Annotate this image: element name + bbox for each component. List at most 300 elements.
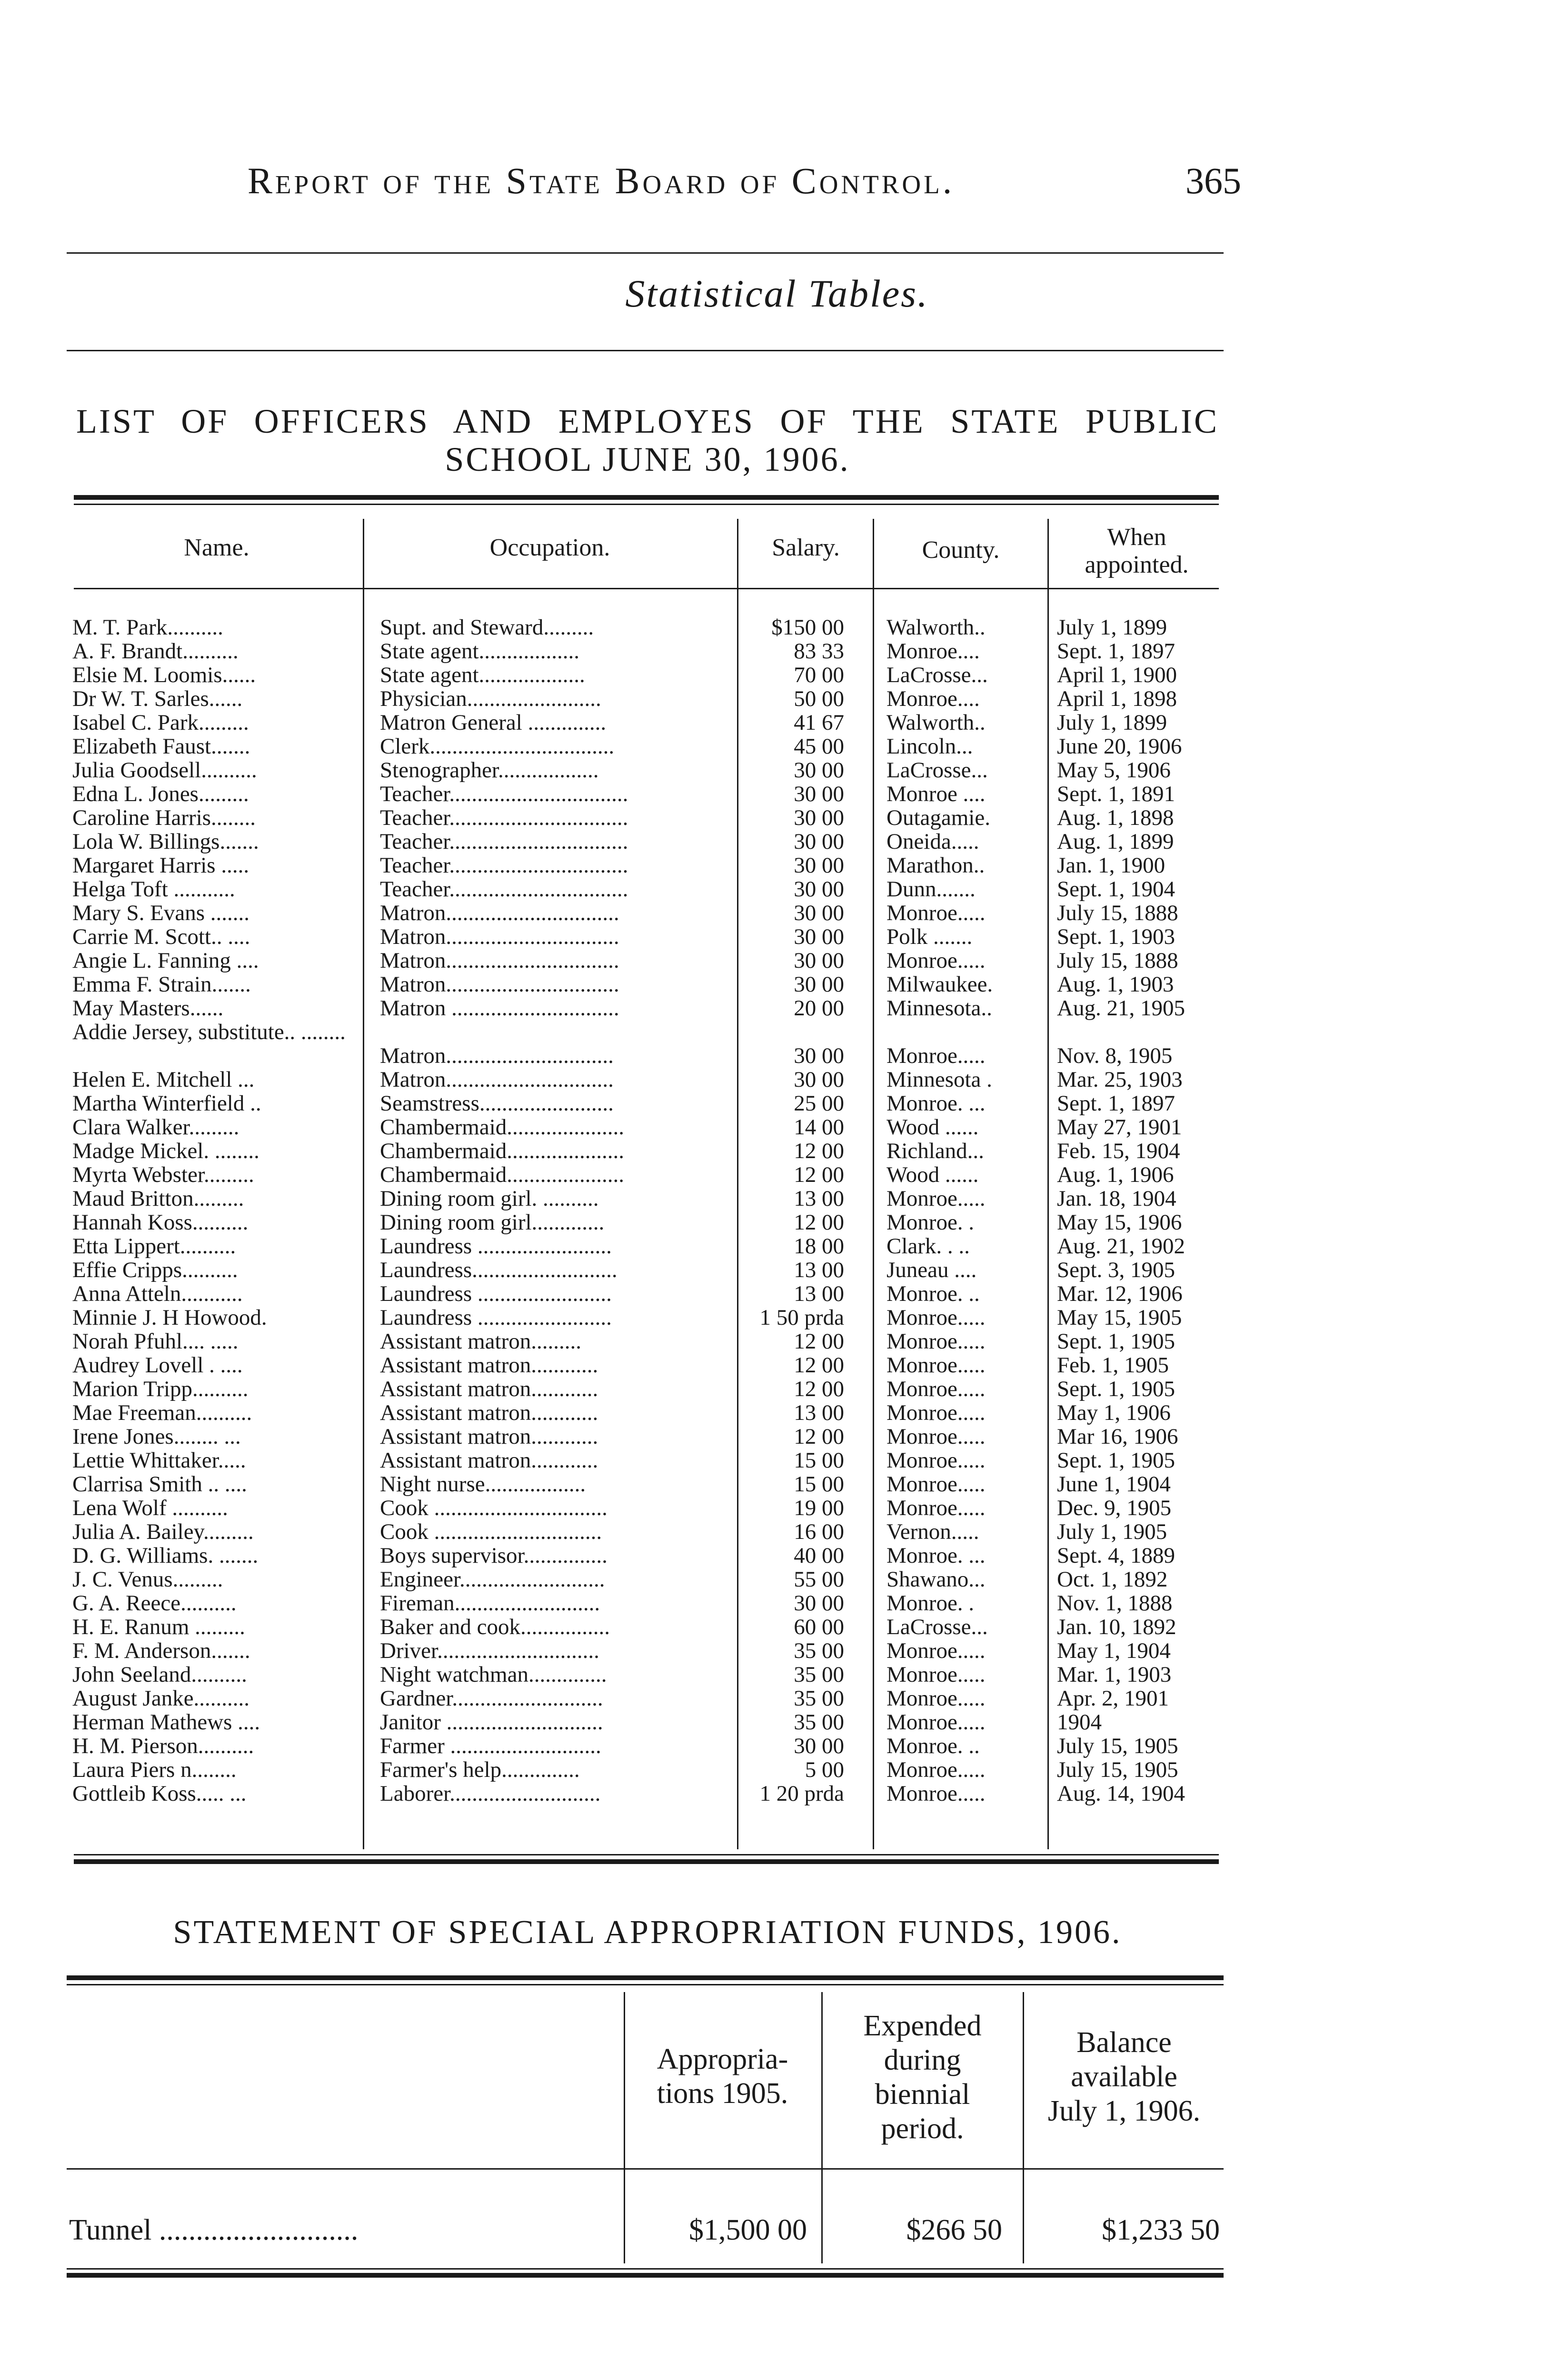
cell-name: Herman Mathews .... xyxy=(72,1710,260,1734)
table-row xyxy=(0,1282,1554,1306)
cell-name: F. M. Anderson....... xyxy=(72,1639,250,1663)
cell-name: D. G. Williams. ....... xyxy=(72,1544,259,1567)
cell-occupation: Cook .............................. xyxy=(380,1520,602,1544)
app-row-appropriation: $1,500 00 xyxy=(689,2214,807,2246)
cell-date-appointed: Sept. 4, 1889 xyxy=(1057,1544,1175,1567)
table-row xyxy=(0,901,1554,925)
cell-occupation: Night nurse.................. xyxy=(380,1472,586,1496)
table-row xyxy=(0,996,1554,1020)
cell-name: H. M. Pierson.......... xyxy=(72,1734,254,1758)
table-row xyxy=(0,1615,1554,1639)
cell-occupation: Matron............................... xyxy=(380,901,619,925)
cell-county: Monroe. . xyxy=(887,1591,975,1615)
cell-name: Elizabeth Faust....... xyxy=(72,734,250,758)
cell-county: Monroe. .. xyxy=(887,1734,980,1758)
cell-salary: 19 00 xyxy=(794,1496,844,1520)
table-row xyxy=(0,1187,1554,1210)
col-header-salary: Salary. xyxy=(772,534,840,561)
cell-salary: 70 00 xyxy=(794,663,844,687)
cell-name: Julia A. Bailey......... xyxy=(72,1520,254,1544)
cell-occupation: Assistant matron............ xyxy=(380,1401,598,1425)
cell-county: LaCrosse... xyxy=(887,663,988,687)
cell-occupation: Assistant matron............ xyxy=(380,1353,598,1377)
cell-occupation: Matron.............................. xyxy=(380,1068,614,1091)
col-header-when xyxy=(1050,524,1224,579)
cell-county: Oneida..... xyxy=(887,830,979,853)
table-row xyxy=(0,1068,1554,1091)
cell-salary: 60 00 xyxy=(794,1615,844,1639)
table-row xyxy=(0,711,1554,734)
cell-salary: 12 00 xyxy=(794,1163,844,1187)
cell-county: Polk ....... xyxy=(887,925,973,949)
cell-county: Outagamie. xyxy=(887,806,990,830)
app-header-exp-line1: Expended xyxy=(863,2010,982,2042)
running-title: Report of the State Board of Control. xyxy=(248,160,955,201)
cell-date-appointed: April 1, 1898 xyxy=(1057,687,1177,711)
cell-occupation: Matron............................... xyxy=(380,925,619,949)
cell-county: Minnesota.. xyxy=(887,996,992,1020)
cell-occupation: Teacher................................ xyxy=(380,782,628,806)
cell-county: Richland... xyxy=(887,1139,984,1163)
cell-county: Monroe.... xyxy=(887,687,980,711)
cell-county: Shawano... xyxy=(887,1567,986,1591)
cell-date-appointed: May 1, 1904 xyxy=(1057,1639,1171,1663)
cell-salary: 35 00 xyxy=(794,1686,844,1710)
cell-occupation: Farmer ........................... xyxy=(380,1734,601,1758)
cell-salary: 55 00 xyxy=(794,1567,844,1591)
table-row xyxy=(0,1091,1554,1115)
app-bottom-rule-thin xyxy=(67,2268,1224,2270)
app-header-bottom-rule xyxy=(67,2168,1224,2170)
app-header-exp-line3: biennial xyxy=(875,2078,970,2111)
cell-salary: 30 00 xyxy=(794,1044,844,1068)
cell-county: Walworth.. xyxy=(887,615,986,639)
cell-name: Clarrisa Smith .. .... xyxy=(72,1472,247,1496)
cell-county: Juneau .... xyxy=(887,1258,977,1282)
cell-salary: 40 00 xyxy=(794,1544,844,1567)
cell-salary: 13 00 xyxy=(794,1401,844,1425)
cell-name: Norah Pfuhl.... ..... xyxy=(72,1329,239,1353)
cell-occupation: State agent................... xyxy=(380,663,585,687)
cell-occupation: Assistant matron............ xyxy=(380,1377,598,1401)
cell-occupation: Dining room girl............. xyxy=(380,1210,605,1234)
table-row xyxy=(0,1306,1554,1329)
cell-county: Monroe. . xyxy=(887,1210,975,1234)
cell-name: Clara Walker......... xyxy=(72,1115,239,1139)
table-row xyxy=(0,1686,1554,1710)
officers-list-title xyxy=(76,402,1219,478)
cell-county: Monroe..... xyxy=(887,1710,986,1734)
cell-county: Monroe..... xyxy=(887,1401,986,1425)
cell-occupation: Dining room girl. .......... xyxy=(380,1187,599,1210)
cell-date-appointed: Aug. 1, 1903 xyxy=(1057,972,1174,996)
cell-date-appointed: June 20, 1906 xyxy=(1057,734,1182,758)
cell-name: G. A. Reece.......... xyxy=(72,1591,237,1615)
cell-occupation: Fireman.......................... xyxy=(380,1591,600,1615)
cell-occupation: Teacher................................ xyxy=(380,806,628,830)
table-top-rule-thin xyxy=(74,504,1219,505)
cell-date-appointed: Jan. 10, 1892 xyxy=(1057,1615,1176,1639)
app-top-rule-thick xyxy=(67,1975,1224,1980)
table-row xyxy=(0,1448,1554,1472)
cell-name: Madge Mickel. ........ xyxy=(72,1139,259,1163)
cell-county: Monroe..... xyxy=(887,1686,986,1710)
cell-county: Monroe..... xyxy=(887,1377,986,1401)
app-header-balance xyxy=(1025,2025,1224,2128)
cell-occupation: Chambermaid..................... xyxy=(380,1115,625,1139)
table-row xyxy=(0,1591,1554,1615)
cell-salary: 50 00 xyxy=(794,687,844,711)
cell-date-appointed: July 15, 1888 xyxy=(1057,901,1178,925)
cell-name: Isabel C. Park......... xyxy=(72,711,249,734)
cell-county: Monroe. .. xyxy=(887,1282,980,1306)
cell-salary: 30 00 xyxy=(794,877,844,901)
cell-occupation: Assistant matron............ xyxy=(380,1448,598,1472)
cell-occupation: Stenographer.................. xyxy=(380,758,599,782)
cell-name: Elsie M. Loomis...... xyxy=(72,663,256,687)
cell-name: Mae Freeman.......... xyxy=(72,1401,252,1425)
app-header-approp-line2: tions 1905. xyxy=(657,2077,788,2110)
table-row xyxy=(0,1544,1554,1567)
cell-occupation: Matron General .............. xyxy=(380,711,607,734)
cell-salary: 15 00 xyxy=(794,1448,844,1472)
col-header-occupation: Occupation. xyxy=(489,534,610,561)
cell-name: Anna Atteln........... xyxy=(72,1282,243,1306)
cell-county: Monroe.... xyxy=(887,639,980,663)
cell-county: Monroe..... xyxy=(887,1472,986,1496)
cell-salary: 12 00 xyxy=(794,1139,844,1163)
cell-occupation: Laundress ........................ xyxy=(380,1234,612,1258)
cell-name: Audrey Lovell . .... xyxy=(72,1353,243,1377)
cell-date-appointed: Mar. 12, 1906 xyxy=(1057,1282,1183,1306)
cell-occupation: Laundress.......................... xyxy=(380,1258,618,1282)
cell-county: Monroe. ... xyxy=(887,1544,986,1567)
cell-date-appointed: May 1, 1906 xyxy=(1057,1401,1171,1425)
table-row xyxy=(0,1496,1554,1520)
cell-occupation: Clerk................................. xyxy=(380,734,615,758)
cell-salary: 30 00 xyxy=(794,830,844,853)
cell-date-appointed: May 27, 1901 xyxy=(1057,1115,1182,1139)
app-top-rule-thin xyxy=(67,1984,1224,1985)
cell-date-appointed: Sept. 1, 1897 xyxy=(1057,1091,1175,1115)
cell-date-appointed: Sept. 1, 1905 xyxy=(1057,1329,1175,1353)
cell-occupation: Boys supervisor............... xyxy=(380,1544,608,1567)
cell-occupation: Engineer.......................... xyxy=(380,1567,605,1591)
app-header-bal-line1: Balance xyxy=(1076,2026,1172,2059)
cell-occupation: Driver............................. xyxy=(380,1639,599,1663)
cell-name: Gottleib Koss..... ... xyxy=(72,1782,247,1805)
cell-name: Margaret Harris ..... xyxy=(72,853,249,877)
app-divider-1 xyxy=(624,1992,625,2263)
table-row xyxy=(0,1710,1554,1734)
table-row xyxy=(0,687,1554,711)
cell-name: Addie Jersey, substitute.. ........ xyxy=(72,1020,346,1044)
cell-salary: 45 00 xyxy=(794,734,844,758)
table-row xyxy=(0,806,1554,830)
col-header-county: County. xyxy=(922,536,1000,564)
cell-occupation: Physician........................ xyxy=(380,687,601,711)
cell-occupation: Teacher................................ xyxy=(380,877,628,901)
cell-name: Helga Toft ........... xyxy=(72,877,235,901)
cell-county: Lincoln... xyxy=(887,734,973,758)
cell-occupation: Assistant matron......... xyxy=(380,1329,581,1353)
cell-county: Monroe..... xyxy=(887,1329,986,1353)
cell-county: Milwaukee. xyxy=(887,972,993,996)
cell-county: Marathon.. xyxy=(887,853,985,877)
cell-date-appointed: Aug. 1, 1898 xyxy=(1057,806,1174,830)
cell-salary: 12 00 xyxy=(794,1425,844,1448)
cell-county: LaCrosse... xyxy=(887,758,988,782)
app-row-expended: $266 50 xyxy=(906,2214,1002,2246)
table-row xyxy=(0,758,1554,782)
cell-date-appointed: Mar 16, 1906 xyxy=(1057,1425,1178,1448)
cell-name: Etta Lippert.......... xyxy=(72,1234,236,1258)
cell-occupation: Supt. and Steward......... xyxy=(380,615,594,639)
cell-name: Myrta Webster......... xyxy=(72,1163,254,1187)
cell-salary: 1 20 prda xyxy=(759,1782,844,1805)
cell-name: A. F. Brandt.......... xyxy=(72,639,239,663)
cell-name: Lola W. Billings....... xyxy=(72,830,259,853)
cell-date-appointed: Mar. 1, 1903 xyxy=(1057,1663,1172,1686)
cell-name: Martha Winterfield .. xyxy=(72,1091,261,1115)
cell-name: Maud Britton......... xyxy=(72,1187,244,1210)
table-row xyxy=(0,1520,1554,1544)
cell-name: August Janke.......... xyxy=(72,1686,250,1710)
cell-name: Irene Jones........ ... xyxy=(72,1425,241,1448)
cell-county: Wood ...... xyxy=(887,1163,979,1187)
table-row xyxy=(0,1258,1554,1282)
cell-county: Dunn....... xyxy=(887,877,976,901)
cell-occupation: Matron .............................. xyxy=(380,996,619,1020)
app-header-exp-line4: period. xyxy=(881,2112,964,2145)
cell-salary: 30 00 xyxy=(794,758,844,782)
table-row xyxy=(0,949,1554,972)
cell-date-appointed: Feb. 15, 1904 xyxy=(1057,1139,1180,1163)
cell-salary: 30 00 xyxy=(794,901,844,925)
cell-name: May Masters...... xyxy=(72,996,224,1020)
cell-salary: 13 00 xyxy=(794,1187,844,1210)
col-header-when-line1: When xyxy=(1107,524,1166,551)
table-row xyxy=(0,1401,1554,1425)
cell-occupation: Matron............................... xyxy=(380,972,619,996)
cell-county: Monroe..... xyxy=(887,1187,986,1210)
table-row xyxy=(0,1329,1554,1353)
cell-date-appointed: May 5, 1906 xyxy=(1057,758,1171,782)
cell-county: Monroe .... xyxy=(887,782,986,806)
cell-date-appointed: Sept. 1, 1897 xyxy=(1057,639,1175,663)
table-row xyxy=(0,1163,1554,1187)
cell-name: J. C. Venus......... xyxy=(72,1567,223,1591)
table-row xyxy=(0,1472,1554,1496)
cell-date-appointed: July 15, 1905 xyxy=(1057,1734,1178,1758)
cell-county: Monroe..... xyxy=(887,1448,986,1472)
cell-occupation: Assistant matron............ xyxy=(380,1425,598,1448)
app-header-expended xyxy=(824,2009,1021,2146)
page-number: 365 xyxy=(1185,160,1241,201)
cell-county: Monroe..... xyxy=(887,1758,986,1782)
cell-occupation: Laundress ........................ xyxy=(380,1282,612,1306)
table-row xyxy=(0,1377,1554,1401)
table-row xyxy=(0,782,1554,806)
cell-salary: 30 00 xyxy=(794,853,844,877)
table-top-rule-thick xyxy=(74,495,1219,500)
table-row xyxy=(0,1734,1554,1758)
cell-date-appointed: July 1, 1899 xyxy=(1057,615,1167,639)
cell-salary: 13 00 xyxy=(794,1282,844,1306)
cell-salary: 30 00 xyxy=(794,949,844,972)
cell-county: Monroe..... xyxy=(887,1044,986,1068)
cell-date-appointed: June 1, 1904 xyxy=(1057,1472,1171,1496)
app-header-bal-line2: available xyxy=(1071,2061,1177,2093)
cell-county: Monroe..... xyxy=(887,1306,986,1329)
table-row xyxy=(0,830,1554,853)
cell-county: Minnesota . xyxy=(887,1068,992,1091)
cell-occupation: Teacher................................ xyxy=(380,853,628,877)
cell-salary: 18 00 xyxy=(794,1234,844,1258)
cell-name: Hannah Koss.......... xyxy=(72,1210,249,1234)
table-bottom-rule-thick xyxy=(74,1859,1219,1864)
cell-date-appointed: Apr. 2, 1901 xyxy=(1057,1686,1169,1710)
section-rule xyxy=(67,350,1224,351)
cell-date-appointed: Sept. 1, 1891 xyxy=(1057,782,1175,806)
cell-salary: 30 00 xyxy=(794,806,844,830)
cell-salary: 12 00 xyxy=(794,1377,844,1401)
cell-name: M. T. Park.......... xyxy=(72,615,223,639)
app-header-bal-line3: July 1, 1906. xyxy=(1047,2095,1201,2127)
cell-name: Edna L. Jones......... xyxy=(72,782,249,806)
cell-county: Monroe. ... xyxy=(887,1091,986,1115)
cell-salary: 30 00 xyxy=(794,1068,844,1091)
app-header-approp-line1: Appropria- xyxy=(657,2043,788,2075)
cell-county: Monroe..... xyxy=(887,1663,986,1686)
cell-name: John Seeland.......... xyxy=(72,1663,247,1686)
cell-salary: 15 00 xyxy=(794,1472,844,1496)
cell-name: Emma F. Strain....... xyxy=(72,972,251,996)
cell-name: Helen E. Mitchell ... xyxy=(72,1068,255,1091)
cell-date-appointed: Aug. 21, 1905 xyxy=(1057,996,1185,1020)
table-row xyxy=(0,853,1554,877)
cell-county: Monroe..... xyxy=(887,1353,986,1377)
table-row xyxy=(0,1425,1554,1448)
cell-date-appointed: Sept. 1, 1903 xyxy=(1057,925,1175,949)
cell-name: Caroline Harris........ xyxy=(72,806,256,830)
cell-county: Monroe..... xyxy=(887,901,986,925)
officers-title-line1: LIST OF OFFICERS AND EMPLOYES OF THE STATE PUBLIC xyxy=(76,402,1219,440)
cell-occupation: Chambermaid..................... xyxy=(380,1139,625,1163)
cell-county: Clark. . .. xyxy=(887,1234,970,1258)
table-row xyxy=(0,615,1554,639)
col-header-name: Name. xyxy=(184,534,249,561)
cell-salary: 41 67 xyxy=(794,711,844,734)
cell-county: Monroe..... xyxy=(887,1425,986,1448)
cell-date-appointed: Sept. 3, 1905 xyxy=(1057,1258,1175,1282)
table-row xyxy=(0,1020,1554,1068)
table-row xyxy=(0,1663,1554,1686)
cell-name: Mary S. Evans ....... xyxy=(72,901,250,925)
cell-salary: 30 00 xyxy=(794,925,844,949)
cell-name: Julia Goodsell.......... xyxy=(72,758,257,782)
appropriations-title: STATEMENT OF SPECIAL APPROPRIATION FUNDS, 1906. xyxy=(173,1914,1122,1951)
cell-salary: 12 00 xyxy=(794,1353,844,1377)
table-row xyxy=(0,1782,1554,1805)
cell-date-appointed: Feb. 1, 1905 xyxy=(1057,1353,1169,1377)
cell-occupation: Janitor ............................ xyxy=(380,1710,603,1734)
table-bottom-rule-thin xyxy=(74,1854,1219,1855)
cell-county: Monroe..... xyxy=(887,1496,986,1520)
cell-date-appointed: Aug. 14, 1904 xyxy=(1057,1782,1185,1805)
cell-occupation: Night watchman.............. xyxy=(380,1663,607,1686)
cell-date-appointed: Nov. 8, 1905 xyxy=(1057,1044,1173,1068)
table-row xyxy=(0,1115,1554,1139)
cell-name: Carrie M. Scott.. .... xyxy=(72,925,250,949)
cell-occupation: Gardner........................... xyxy=(380,1686,603,1710)
table-row xyxy=(0,734,1554,758)
cell-occupation: State agent.................. xyxy=(380,639,580,663)
table-row xyxy=(0,925,1554,949)
cell-occupation: Chambermaid..................... xyxy=(380,1163,625,1187)
cell-salary: 30 00 xyxy=(794,1591,844,1615)
cell-date-appointed: Aug. 1, 1906 xyxy=(1057,1163,1174,1187)
table-row xyxy=(0,1353,1554,1377)
cell-occupation: Matron............................... xyxy=(380,949,619,972)
cell-date-appointed: May 15, 1905 xyxy=(1057,1306,1182,1329)
cell-county: Wood ...... xyxy=(887,1115,979,1139)
cell-date-appointed: Aug. 1, 1899 xyxy=(1057,830,1174,853)
col-header-when-line2: appointed. xyxy=(1085,551,1189,578)
cell-salary: $150 00 xyxy=(771,615,844,639)
app-header-exp-line2: during xyxy=(884,2044,961,2076)
app-divider-2 xyxy=(821,1992,823,2263)
cell-date-appointed: July 1, 1899 xyxy=(1057,711,1167,734)
app-row-label: Tunnel ........................... xyxy=(69,2214,359,2246)
table-row xyxy=(0,1234,1554,1258)
cell-county: Vernon..... xyxy=(887,1520,979,1544)
cell-occupation: Laborer........................... xyxy=(380,1782,601,1805)
header-rule xyxy=(67,252,1224,254)
cell-county: Monroe..... xyxy=(887,1782,986,1805)
cell-occupation: Farmer's help.............. xyxy=(380,1758,580,1782)
cell-date-appointed: Jan. 18, 1904 xyxy=(1057,1187,1176,1210)
cell-occupation: Seamstress........................ xyxy=(380,1091,614,1115)
cell-name: Lena Wolf .......... xyxy=(72,1496,228,1520)
cell-name: Angie L. Fanning .... xyxy=(72,949,259,972)
cell-date-appointed: Dec. 9, 1905 xyxy=(1057,1496,1172,1520)
table-row xyxy=(0,639,1554,663)
cell-date-appointed: Nov. 1, 1888 xyxy=(1057,1591,1173,1615)
cell-name: H. E. Ranum ......... xyxy=(72,1615,245,1639)
cell-name: Marion Tripp.......... xyxy=(72,1377,249,1401)
cell-date-appointed: July 15, 1905 xyxy=(1057,1758,1178,1782)
cell-salary: 1 50 prda xyxy=(759,1306,844,1329)
cell-county: Monroe..... xyxy=(887,949,986,972)
cell-occupation: Matron.............................. xyxy=(380,1044,614,1068)
cell-name: Effie Cripps.......... xyxy=(72,1258,238,1282)
table-row xyxy=(0,1139,1554,1163)
cell-salary: 14 00 xyxy=(794,1115,844,1139)
cell-occupation: Laundress ........................ xyxy=(380,1306,612,1329)
table-row xyxy=(0,1567,1554,1591)
table-row xyxy=(0,1758,1554,1782)
cell-date-appointed: Sept. 1, 1905 xyxy=(1057,1377,1175,1401)
cell-date-appointed: Sept. 1, 1904 xyxy=(1057,877,1175,901)
cell-date-appointed: May 15, 1906 xyxy=(1057,1210,1182,1234)
cell-salary: 12 00 xyxy=(794,1210,844,1234)
cell-occupation: Cook ............................... xyxy=(380,1496,608,1520)
cell-date-appointed: April 1, 1900 xyxy=(1057,663,1177,687)
cell-salary: 35 00 xyxy=(794,1663,844,1686)
app-divider-3 xyxy=(1023,1992,1024,2263)
app-header-appropriation xyxy=(626,2042,819,2111)
